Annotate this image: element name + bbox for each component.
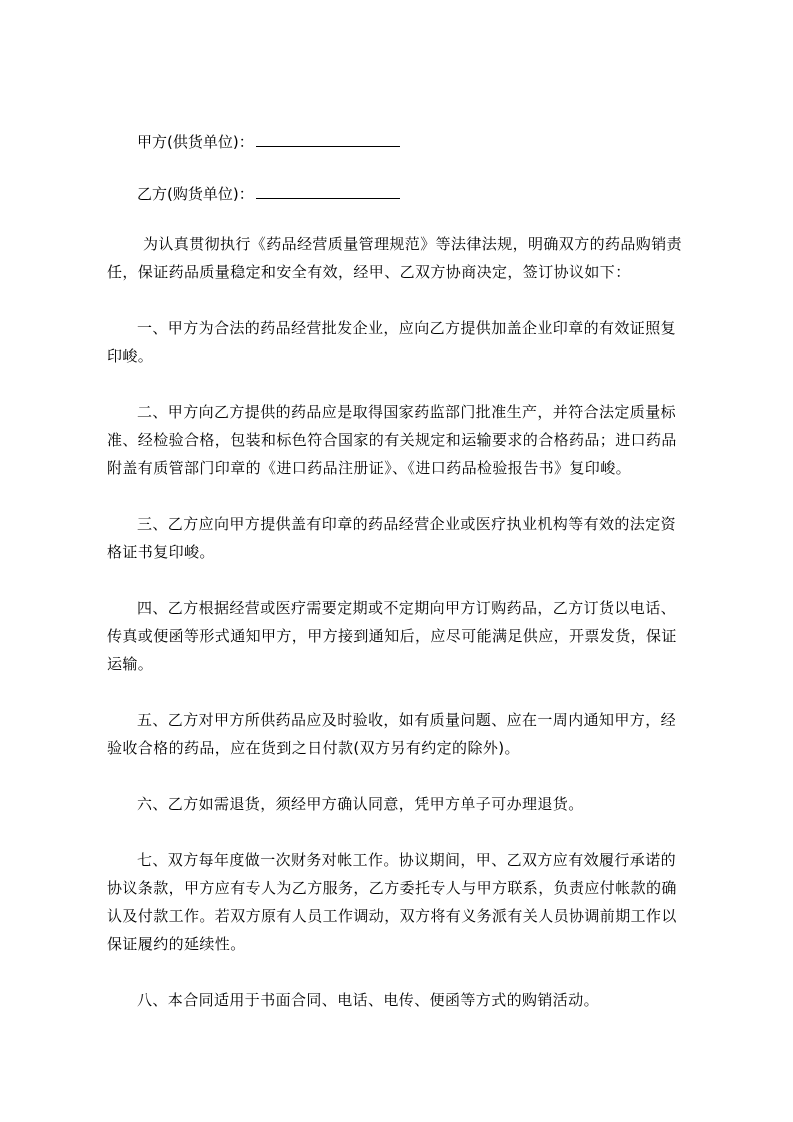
party-b-field	[137, 183, 400, 205]
clause-7-line-1: 七、双方每年度做一次财务对帐工作。协议期间，甲、乙双方应有效履行承诺的	[137, 851, 677, 869]
intro-line-2: 任，保证药品质量稳定和安全有效，经甲、乙双方协商决定，签订协议如下：	[107, 263, 631, 281]
clause-1-line-2: 印峻。	[107, 347, 154, 365]
clause-7-line-2: 协议条款，甲方应有专人为乙方服务，乙方委托专人与甲方联系，负责应付帐款的确	[107, 879, 677, 897]
clause-3-line-1: 三、乙方应向甲方提供盖有印章的药品经营企业或医疗执业机构等有效的法定资	[137, 515, 677, 533]
clause-1-line-1: 一、甲方为合法的药品经营批发企业，应向乙方提供加盖企业印章的有效证照复	[137, 319, 677, 337]
party-a-blank	[256, 132, 400, 147]
intro-line-1: 为认真贯彻执行《药品经营质量管理规范》等法律法规，明确双方的药品购销责	[143, 235, 683, 253]
clause-7-line-3: 认及付款工作。若双方原有人员工作调动，双方将有义务派有关人员协调前期工作以	[107, 907, 677, 925]
party-b-label: 乙方(购货单位)：	[137, 185, 254, 203]
clause-8-line-1: 八、本合同适用于书面合同、电话、电传、便函等方式的购销活动。	[137, 991, 600, 1009]
clause-5-line-2: 验收合格的药品，应在货到之日付款(双方另有约定的除外)。	[107, 739, 520, 757]
clause-6-line-1: 六、乙方如需退货，须经甲方确认同意，凭甲方单子可办理退货。	[137, 795, 584, 813]
clause-3-line-2: 格证书复印峻。	[107, 543, 215, 561]
clause-4-line-1: 四、乙方根据经营或医疗需要定期或不定期向甲方订购药品，乙方订货以电话、	[137, 599, 677, 617]
clause-2-line-2: 准、经检验合格，包装和标色符合国家的有关规定和运输要求的合格药品；进口药品	[107, 431, 677, 449]
clause-7-line-4: 保证履约的延续性。	[107, 935, 246, 953]
clause-2-line-1: 二、甲方向乙方提供的药品应是取得国家药监部门批准生产，并符合法定质量标	[137, 403, 677, 421]
clause-4-line-3: 运输。	[107, 655, 154, 673]
clause-5-line-1: 五、乙方对甲方所供药品应及时验收，如有质量问题、应在一周内通知甲方，经	[137, 711, 677, 729]
clause-4-line-2: 传真或便函等形式通知甲方，甲方接到通知后，应尽可能满足供应，开票发货，保证	[107, 627, 677, 645]
party-a-label: 甲方(供货单位)：	[137, 133, 254, 151]
party-b-blank	[256, 184, 400, 199]
clause-2-line-3: 附盖有质管部门印章的《进口药品注册证》、《进口药品检验报告书》复印峻。	[107, 459, 632, 477]
party-a-field	[137, 131, 400, 153]
